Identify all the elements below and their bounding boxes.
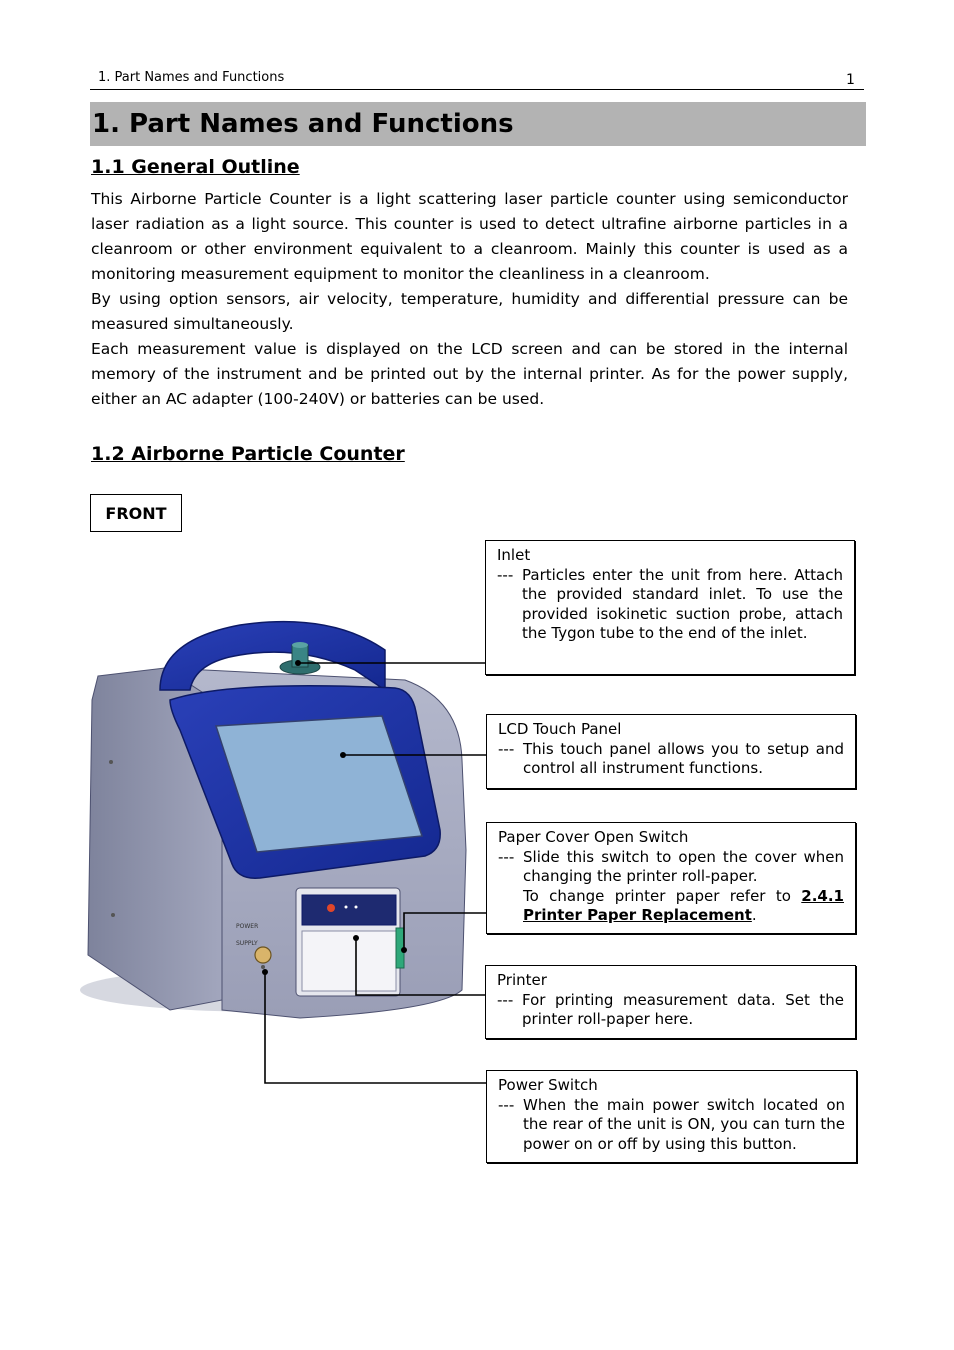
screw-icon: [109, 760, 113, 764]
callout-title: Paper Cover Open Switch: [498, 828, 689, 846]
callout-power-switch: [486, 1070, 857, 1163]
printer-paper-cover: [302, 931, 396, 991]
callout-title: Inlet: [497, 546, 531, 564]
paragraph: Each measurement value is displayed on the LCD screen and can be stored in the internal memory of the instrument and be printed out by the internal printer. As for the power supply, either an AC adapter (100-240V) or batteries can be used.: [91, 340, 848, 408]
callout-description: For printing measurement data. Set the printer roll-paper here.: [522, 990, 844, 1028]
running-header: 1. Part Names and Functions: [98, 70, 285, 85]
page-number: 1: [846, 72, 855, 88]
front-view-label: FRONT: [90, 494, 182, 532]
printer-paper-replacement-link[interactable]: 2.4.1 Printer Paper Replacement: [523, 886, 844, 924]
callout-title: LCD Touch Panel: [498, 720, 622, 738]
callout-dash: ---: [498, 847, 515, 866]
callout-printer: [485, 965, 856, 1039]
paragraph: By using option sensors, air velocity, temperature, humidity and differential pressure can be measured simultaneously.: [91, 290, 848, 333]
section-heading-particle-counter: 1.2 Airborne Particle Counter: [91, 443, 405, 465]
callout-title: Power Switch: [498, 1076, 598, 1094]
indicator-dot-icon: [355, 906, 358, 909]
callout-description: When the main power switch located on the rear of the unit is ON, you can turn the power on or off by using this button.: [523, 1095, 845, 1153]
paragraph: This Airborne Particle Counter is a light scattering laser particle counter using semiconductor laser radiation as a light source. This counter is used to detect ultrafine airborne particles in a cleanroom or other environment equivalent to a cleanroom. Mainly this counter is used as a monitoring measurement equipment to monitor the cleanliness in a cleanroom.: [91, 190, 848, 283]
callout-reference-suffix: .: [751, 906, 757, 924]
callout-lcd-touch-panel: [486, 714, 856, 789]
power-indicator-label: POWER: [236, 923, 259, 930]
callout-reference-prefix: To change printer paper refer to: [523, 886, 802, 905]
callout-description: This touch panel allows you to setup and control all instrument functions.: [523, 739, 844, 777]
screw-icon: [111, 913, 115, 917]
callout-dash: ---: [498, 1095, 515, 1114]
chapter-title: 1. Part Names and Functions: [92, 109, 514, 139]
callout-description: Particles enter the unit from here. Attach the provided standard inlet. To use the provided isokinetic suction probe, attach the Tygon tube to the end of the inlet.: [522, 565, 843, 642]
indicator-dot-icon: [345, 906, 348, 909]
callout-paper-cover-switch: [486, 822, 856, 934]
callout-dash: ---: [498, 739, 515, 758]
printer-led-icon: [327, 904, 335, 912]
power-symbol-icon: [261, 965, 265, 969]
callout-description: Slide this switch to open the cover when changing the printer roll-paper.: [523, 847, 844, 885]
inlet-opening: [292, 642, 308, 648]
callout-dash: ---: [497, 990, 514, 1009]
printer-control-strip: [302, 895, 396, 925]
power-button: [255, 947, 271, 963]
section-heading-general-outline: 1.1 General Outline: [91, 156, 300, 178]
callout-title: Printer: [497, 971, 547, 989]
callout-dash: ---: [497, 565, 514, 584]
callout-inlet: [485, 540, 855, 675]
supply-indicator-label: SUPPLY: [236, 940, 258, 947]
